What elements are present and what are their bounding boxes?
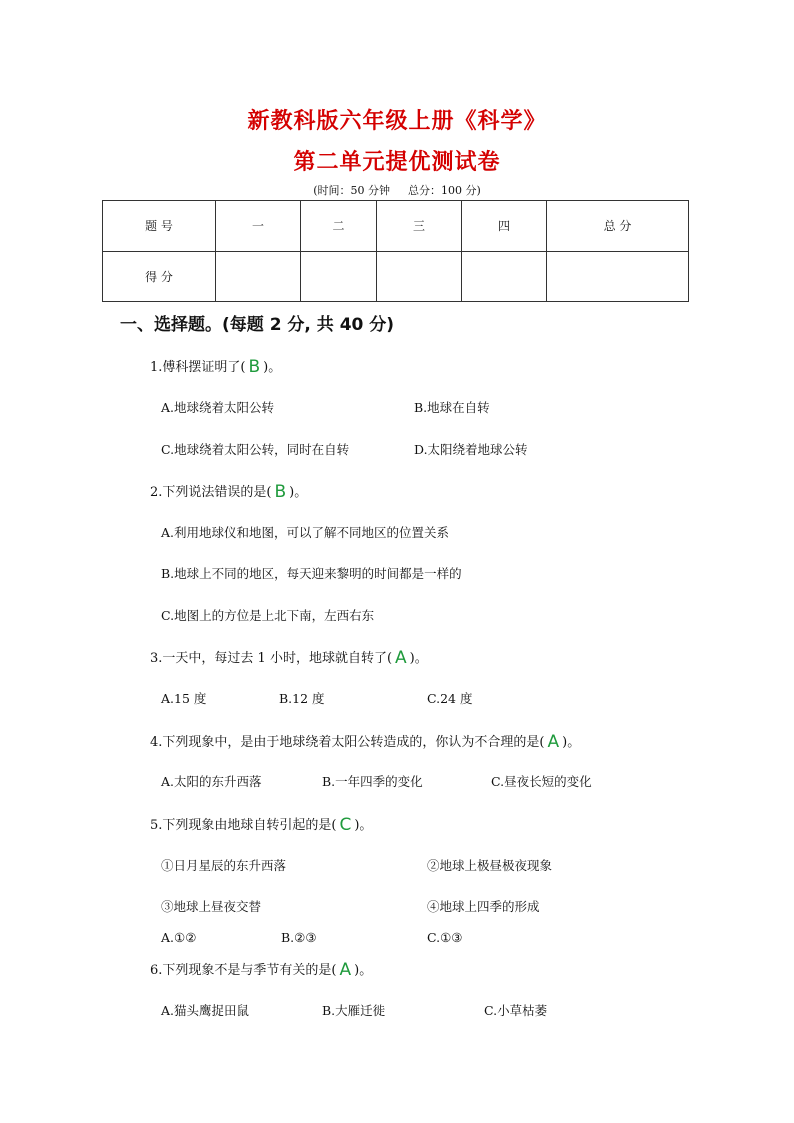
exam-total: 总分：100 分) [408,184,481,197]
question-suffix: )。 [263,360,282,375]
question-2 [150,481,307,501]
score-table-cell: 四 [462,201,547,252]
statement-3: ③地球上昼夜交替 [161,899,262,914]
statement-1: ①日月星辰的东升西落 [161,858,287,873]
question-text: 1.傅科摆证明了( [150,360,246,375]
score-table-cell: 题 号 [103,201,216,252]
option-a: A.太阳的东升西落 [161,774,262,789]
option-a: A.利用地球仪和地图，可以了解不同地区的位置关系 [161,525,450,540]
answer-mark: B [274,482,287,502]
answer-mark: C [339,815,352,835]
question-suffix: )。 [562,735,581,750]
option-a: A.地球绕着太阳公转 [161,400,275,415]
score-table-header-row [103,201,689,252]
option-b: B.②③ [281,930,317,945]
score-table-cell: 二 [301,201,377,252]
question-1 [150,356,281,376]
score-input-cell[interactable] [547,251,689,302]
question-3 [150,647,428,667]
answer-mark: A [339,960,352,980]
question-6 [150,959,372,979]
option-c: C.地图上的方位是上北下南，左西右东 [161,608,375,623]
question-suffix: )。 [289,485,308,500]
option-b: B.地球在自转 [414,400,490,415]
question-suffix: )。 [354,963,373,978]
option-a: A.15 度 [161,691,207,706]
document-subtitle: 第二单元提优测试卷 [293,150,501,175]
question-text: 3.一天中，每过去 1 小时，地球就自转了( [150,651,393,666]
question-text: 2.下列说法错误的是( [150,485,272,500]
answer-mark: B [248,357,261,377]
document-title: 新教科版六年级上册《科学》 [247,109,547,134]
option-c: C.小草枯萎 [484,1003,548,1018]
option-b: B.大雁迁徙 [322,1003,386,1018]
score-input-cell[interactable] [377,251,462,302]
option-c: C.昼夜长短的变化 [491,774,592,789]
statement-4: ④地球上四季的形成 [427,899,540,914]
score-input-cell[interactable] [301,251,377,302]
score-table-score-row [103,251,689,302]
score-table [102,200,689,302]
option-a: A.猫头鹰捉田鼠 [161,1003,250,1018]
score-input-cell[interactable] [216,251,301,302]
option-a: A.①② [161,930,197,945]
score-table-cell: 总 分 [547,201,689,252]
option-c: C.24 度 [427,691,473,706]
option-c: C.①③ [427,930,463,945]
score-input-cell[interactable] [462,251,547,302]
answer-mark: A [547,732,560,752]
option-b: B.一年四季的变化 [322,774,423,789]
exam-time: (时间：50 分钟 [313,184,390,197]
score-table-cell: 得 分 [103,251,216,302]
question-suffix: )。 [409,651,428,666]
exam-info [0,182,794,198]
score-table-cell: 一 [216,201,301,252]
question-suffix: )。 [354,818,373,833]
option-b: B.12 度 [279,691,325,706]
score-table-cell: 三 [377,201,462,252]
statement-2: ②地球上极昼极夜现象 [427,858,553,873]
question-4 [150,731,580,751]
option-b: B.地球上不同的地区，每天迎来黎明的时间都是一样的 [161,566,462,581]
question-5 [150,814,372,834]
question-text: 6.下列现象不是与季节有关的是( [150,963,337,978]
answer-mark: A [395,648,407,668]
option-d: D.太阳绕着地球公转 [414,442,528,457]
option-c: C.地球绕着太阳公转，同时在自转 [161,442,350,457]
question-text: 4.下列现象中，是由于地球绕着太阳公转造成的，你认为不合理的是( [150,735,545,750]
question-text: 5.下列现象由地球自转引起的是( [150,818,337,833]
section-heading: 一、选择题。(每题 2 分, 共 40 分) [120,315,395,335]
